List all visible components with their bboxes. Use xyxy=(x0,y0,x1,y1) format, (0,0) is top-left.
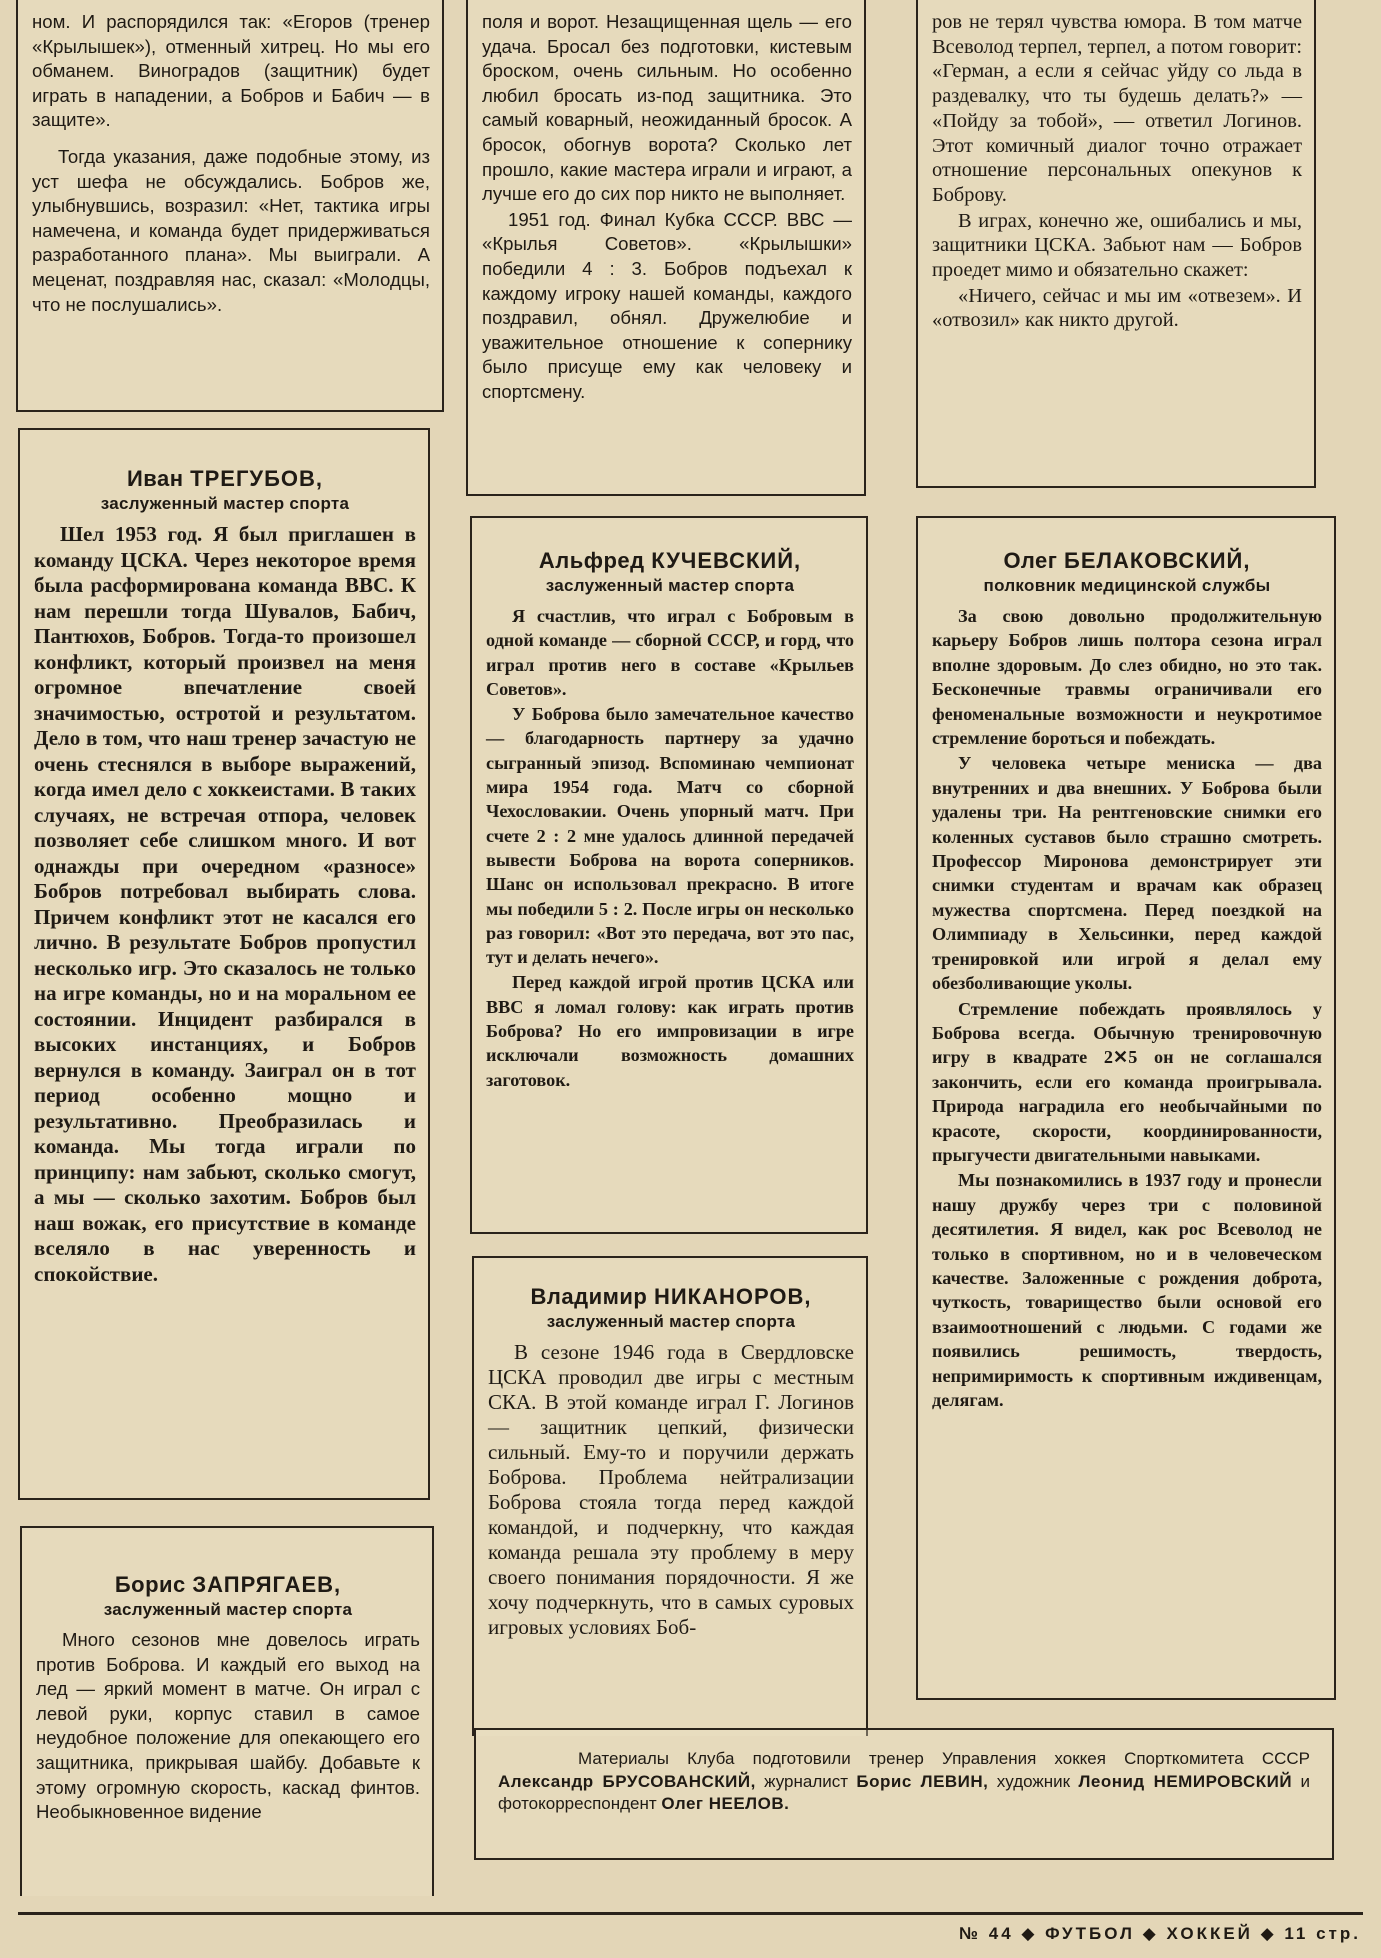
middle-top-fragment xyxy=(466,0,866,496)
text-paragraph: Мы познакомились в 1937 году и пронесли нашу дружбу через три с половиной десятилетия. Я видел, как рос Всеволод не только в спортивном, но и в человеческом качестве. Заложенные с рождения доброта, чуткость, товарищество были основой его взаимоотношений с людьми. С годами же появились решимость, твердость, непримиримость к спортивным иждивенцам, делягам. xyxy=(932,1170,1322,1410)
credits-box xyxy=(474,1728,1334,1860)
text-paragraph: Шел 1953 год. Я был приглашен в команду ЦСКА. Через некоторое время была расформирована команда ВВС. К нам перешли тогда Шувалов, Бабич, Пантюхов, Бобров. Тогда-то произошел конфликт, который произвел на меня огромное впечатление своей значимостью, остротой и результатом. Дело в том, что наш тренер зачастую не очень стеснялся в выборе выражений, когда имел дело с хоккеистами. В таких случаях, не встречая отпора, человек позволяет себе слишком много. И вот однажды при очередном «разносе» Бобров потребовал выбирать слова. Причем конфликт этот не касался его лично. В результате Бобров пропустил несколько игр. Это сказалось не только на игре команды, но и на моральном ее состоянии. Инцидент разбирался в высоких инстанциях, и Бобров вернулся в команду. Заиграл он в тот период особенно мощно и результативно. Преобразилась и команда. Мы тогда играли по принципу: нам забьют, сколько смогут, а мы — сколько захотим. Бобров был наш вожак, его присутствие в команде вселяло в нас уверенность и спокойствие. xyxy=(34,522,416,1286)
credit-name: Олег НЕЕЛОВ. xyxy=(661,1794,790,1813)
text-paragraph: В играх, конечно же, ошибались и мы, защитники ЦСКА. Забьют нам — Бобров проедет мимо и обязательно скажет: xyxy=(932,209,1302,282)
author-title: заслуженный мастер спорта xyxy=(100,494,350,513)
text-paragraph: ров не терял чувства юмора. В том матче Всеволод терпел, терпел, а потом говорит: «Герман, а если я сейчас уйду со льда в раздевалку, что ты будешь делать?» — «Пойду за тобой», — ответил Логинов. Этот комичный диалог точно отражает отношение персональных опекунов к Боброву. xyxy=(932,11,1302,206)
credit-name: Борис ЛЕВИН, xyxy=(856,1771,989,1791)
left-top-fragment xyxy=(16,0,444,412)
text-paragraph: Тогда указания, даже подобные этому, из уст шефа не обсуждались. Бобров же, улыбнувшись, возразил: «Нет, тактика игры намечена, и команда будет придерживаться разработанного плана». Мы выиграли. А меценат, поздравляя нас, сказал: «Молодцы, что не послушались». xyxy=(32,145,430,315)
author-name: Борис ЗАПРЯГАЕВ, xyxy=(114,1572,342,1597)
article-zapryagaev xyxy=(20,1526,434,1896)
text-paragraph: «Ничего, сейчас и мы им «отвезем». И «отвозил» как никто другой. xyxy=(932,284,1302,332)
author-title: заслуженный мастер спорта xyxy=(545,576,795,595)
text-paragraph: Много сезонов мне довелось играть против Боброва. И каждый его выход на лед — яркий момент в матче. Он играл с левой руки, корпус ставил в самое неудобное положение для опекающего его защитника, прикрывая шайбу. Добавьте к этому огромную скорость, каскад финтов. Необыкновенное видение xyxy=(36,1629,420,1823)
text-paragraph: 1951 год. Финал Кубка СССР. ВВС — «Крылья Советов». «Крылышки» победили 4 : 3. Бобров подъехал к каждому игроку нашей команды, каждого поздравил, обнял. Дружелюбие и уважительное отношение к сопернику было присуще ему как человеку и спортсмену. xyxy=(482,208,852,402)
credit-name: Александр БРУСОВАНСКИЙ, xyxy=(498,1771,756,1791)
right-top-fragment xyxy=(916,0,1316,488)
author-title: заслуженный мастер спорта xyxy=(103,1600,353,1619)
article-nikanorov xyxy=(472,1256,868,1736)
article-kuchevsky xyxy=(470,516,868,1234)
author-name: Олег БЕЛАКОВСКИЙ, xyxy=(1003,548,1251,573)
text-paragraph: поля и ворот. Незащищенная щель — его удача. Бросал без подготовки, кистевым броском, очень сильным. Но особенно любил бросать из-под защитника. Это самый коварный, неожиданный бросок. А бросок, обогнув ворота? Сколько лет прошло, какие мастера играли и играют, а лучше его до сих пор никто не выполняет. xyxy=(482,11,852,205)
text-paragraph: За свою довольно продолжительную карьеру Бобров лишь полтора сезона играл вполне здоровым. До слез обидно, но это так. Бесконечные травмы ограничивали его феноменальные возможности и неукротимое стремление бороться и побеждать. xyxy=(932,606,1322,749)
text-paragraph: Стремление побеждать проявлялось у Боброва всегда. Обычную тренировочную игру в квадрате 2✕5 он не соглашался закончить, если его команда проигрывала. Природа наградила его необычайными по красоте, скорости, координированности, прыгучести двигательными навыками. xyxy=(932,998,1322,1165)
credit-name: Леонид НЕМИРОВСКИЙ xyxy=(1078,1771,1293,1791)
article-tregubov xyxy=(18,428,430,1500)
footer-rule xyxy=(18,1912,1363,1915)
credits-text: Материалы Клуба подготовили тренер Управления хоккея Спорткомитета СССР Александр БРУСОВАНСКИЙ, журналист Борис ЛЕВИН, художник Леонид НЕМИРОВСКИЙ и фотокорреспондент Олег НЕЕЛОВ. xyxy=(498,1749,1310,1813)
text-paragraph: У Боброва было замечательное качество — благодарность партнеру за удачно сыгранный эпизод. Вспоминаю чемпионат мира 1954 года. Матч со сборной Чехословакии. Очень упорный матч. При счете 2 : 2 мне удалось длинной передачей вывести Боброва на ворота соперников. Шанс он использовал прекрасно. В итоге мы победили 5 : 2. После игры он несколько раз говорил: «Вот это передача, вот это пас, тут и делать нечего». xyxy=(486,704,854,968)
author-name: Иван ТРЕГУБОВ, xyxy=(126,466,324,491)
text-paragraph: Перед каждой игрой против ЦСКА или ВВС я ломал голову: как играть против Боброва? Но его импровизации в игре исключали возможность домашних заготовок. xyxy=(486,972,854,1090)
text-paragraph: В сезоне 1946 года в Свердловске ЦСКА проводил две игры с местным СКА. В этой команде играл Г. Логинов — защитник цепкий, физически сильный. Ему-то и поручили держать Боброва. Проблема нейтрализации Боброва стояла тогда перед каждой командой, и подчеркну, что каждая команда решала эту проблему в меру своего понимания порядочности. Я же хочу подчеркнуть, что в самых суровых игровых условиях Боб- xyxy=(488,1340,854,1639)
author-name: Владимир НИКАНОРОВ, xyxy=(530,1284,812,1309)
author-title: полковник медицинской службы xyxy=(983,576,1271,595)
text-paragraph: У человека четыре мениска — два внутренних и два внешних. У Боброва были удалены три. На рентгеновские снимки его коленных суставов было страшно смотреть. Профессор Миронова демонстрирует эти снимки студентам и врачам как образец мужества спортсмена. Перед поездкой на Олимпиаду в Хельсинки, перед каждой тренировкой или игрой я делал ему обезболивающие уколы. xyxy=(932,753,1322,994)
author-title: заслуженный мастер спорта xyxy=(546,1312,796,1331)
article-belakovsky xyxy=(916,516,1336,1700)
page-footer: № 44 ◆ ФУТБОЛ ◆ ХОККЕЙ ◆ 11 стр. xyxy=(959,1924,1361,1943)
author-name: Альфред КУЧЕВСКИЙ, xyxy=(538,548,802,573)
text-paragraph: ном. И распорядился так: «Егоров (тренер «Крылышек»), отменный хитрец. Но мы его обманем. Виноградов (защитник) будет играть в нападении, а Бобров и Бабич — в защите». xyxy=(32,11,430,131)
text-paragraph: Я счастлив, что играл с Бобровым в одной команде — сборной СССР, и горд, что играл против него в составе «Крыльев Советов». xyxy=(486,606,854,699)
